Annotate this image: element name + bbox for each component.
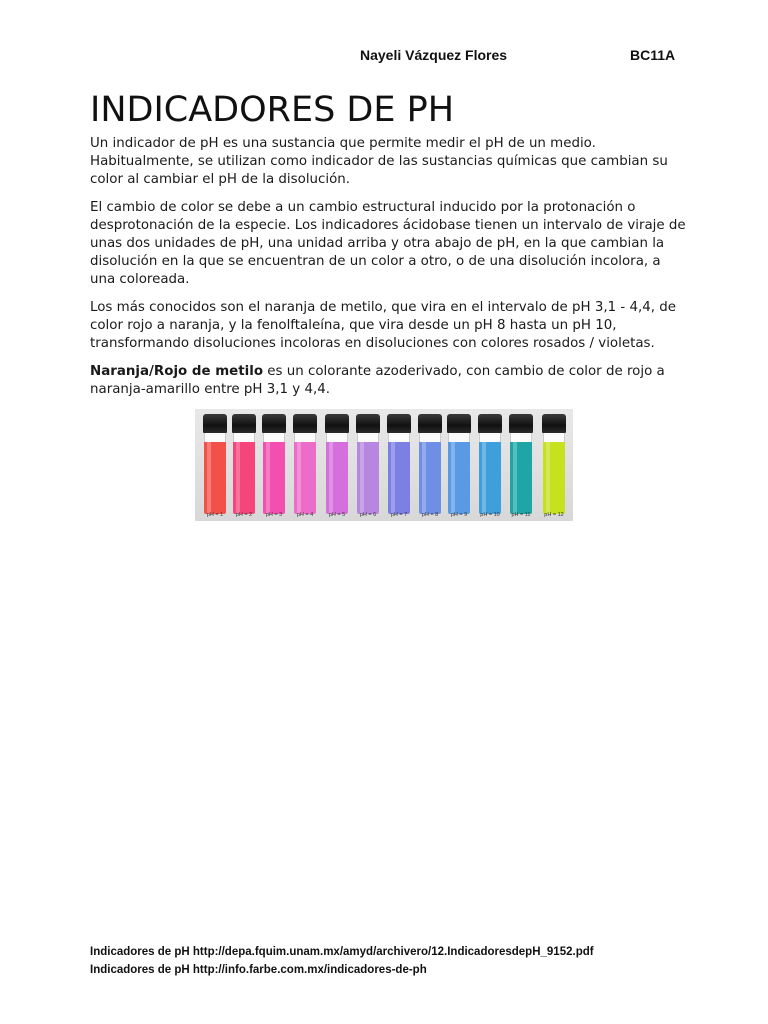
vial-ph-4 [293, 414, 317, 518]
vial-cap [509, 414, 533, 433]
vial-cap [262, 414, 286, 433]
vial-neck [448, 433, 470, 442]
vial-cap [232, 414, 256, 433]
ph-vials-image [195, 409, 573, 521]
vial-label: pH = 10 [480, 512, 500, 518]
vial-cap [387, 414, 411, 433]
vial-liquid [419, 442, 441, 514]
vial-label: pH = 3 [265, 512, 283, 518]
vial-cap [418, 414, 442, 433]
vial-label: pH = 9 [450, 512, 468, 518]
vial-label: pH = 5 [328, 512, 346, 518]
reference-2: Indicadores de pH http://info.farbe.com.mx/indicadores-de-ph [90, 964, 427, 976]
vial-cap [325, 414, 349, 433]
group-code: BC11A [630, 47, 676, 63]
vial-ph-1 [203, 414, 227, 518]
vial-ph-10 [478, 414, 502, 518]
methyl-description: es un colorante azoderivado, con cambio de color de rojo a naranja-amarillo entre pH 3,1 y 4,4. [90, 364, 665, 397]
paragraph-color-change: El cambio de color se debe a un cambio estructural inducido por la protonación o desprotonación de la especie. Los indicadores ácidobase tienen un intervalo de viraje de unas dos unidades de pH, una unidad arriba y otra abajo de pH, en la que cambian la disolución en la que se encuentran de un color a otro, o de una disolución incolora, a una coloreada. [90, 200, 686, 287]
vial-label: pH = 11 [511, 512, 531, 518]
vial-ph-2 [232, 414, 256, 518]
vial-liquid [543, 442, 565, 514]
paragraph-methyl [90, 363, 690, 399]
vial-ph-9 [447, 414, 471, 518]
vial-liquid [294, 442, 316, 514]
vial-label: pH = 2 [235, 512, 253, 518]
vial-ph-6 [356, 414, 380, 518]
author-name: Nayeli Vázquez Flores [360, 47, 508, 63]
vial-neck [419, 433, 441, 442]
paragraph-intro: Un indicador de pH es una sustancia que permite medir el pH de un medio. Habitualmente, se utilizan como indicador de las sustancias químicas que cambian su color al cambiar el pH de la disolución. [90, 136, 668, 187]
vial-neck [233, 433, 255, 442]
vial-neck [479, 433, 501, 442]
vial-neck [326, 433, 348, 442]
vial-cap [293, 414, 317, 433]
vial-neck [263, 433, 285, 442]
vial-liquid [204, 442, 226, 514]
vial-liquid [388, 442, 410, 514]
vial-liquid [479, 442, 501, 514]
vial-cap [478, 414, 502, 433]
vial-neck [543, 433, 565, 442]
vial-label: pH = 12 [544, 512, 564, 518]
vial-cap [356, 414, 380, 433]
vial-ph-7 [387, 414, 411, 518]
vial-ph-11 [509, 414, 533, 518]
vial-ph-8 [418, 414, 442, 518]
vial-liquid [510, 442, 532, 514]
vial-liquid [448, 442, 470, 514]
vial-neck [204, 433, 226, 442]
vial-liquid [233, 442, 255, 514]
vial-neck [294, 433, 316, 442]
vial-neck [510, 433, 532, 442]
vial-ph-5 [325, 414, 349, 518]
page-title: INDICADORES DE PH [90, 90, 455, 130]
body-text [90, 135, 690, 409]
methyl-term: Naranja/Rojo de metilo [90, 364, 264, 379]
vial-liquid [357, 442, 379, 514]
vial-neck [388, 433, 410, 442]
vial-ph-3 [262, 414, 286, 518]
paragraph-known-indicators: Los más conocidos son el naranja de metilo, que vira en el intervalo de pH 3,1 - 4,4, de color rojo a naranja, y la fenolftaleína, que vira desde un pH 8 hasta un pH 10, transformando disoluciones incoloras en disoluciones con colores rosados / violetas. [90, 300, 677, 351]
vial-label: pH = 1 [206, 512, 224, 518]
references [90, 943, 730, 979]
vial-liquid [263, 442, 285, 514]
vial-label: pH = 8 [421, 512, 439, 518]
vial-ph-12 [542, 414, 566, 518]
vial-label: pH = 4 [296, 512, 314, 518]
vial-neck [357, 433, 379, 442]
vial-cap [447, 414, 471, 433]
vial-cap [203, 414, 227, 433]
vial-cap [542, 414, 566, 433]
vial-label: pH = 6 [359, 512, 377, 518]
reference-1: Indicadores de pH http://depa.fquim.unam.mx/amyd/archivero/12.IndicadoresdepH_9152.pdf [90, 946, 594, 958]
vial-label: pH = 7 [390, 512, 408, 518]
vial-liquid [326, 442, 348, 514]
